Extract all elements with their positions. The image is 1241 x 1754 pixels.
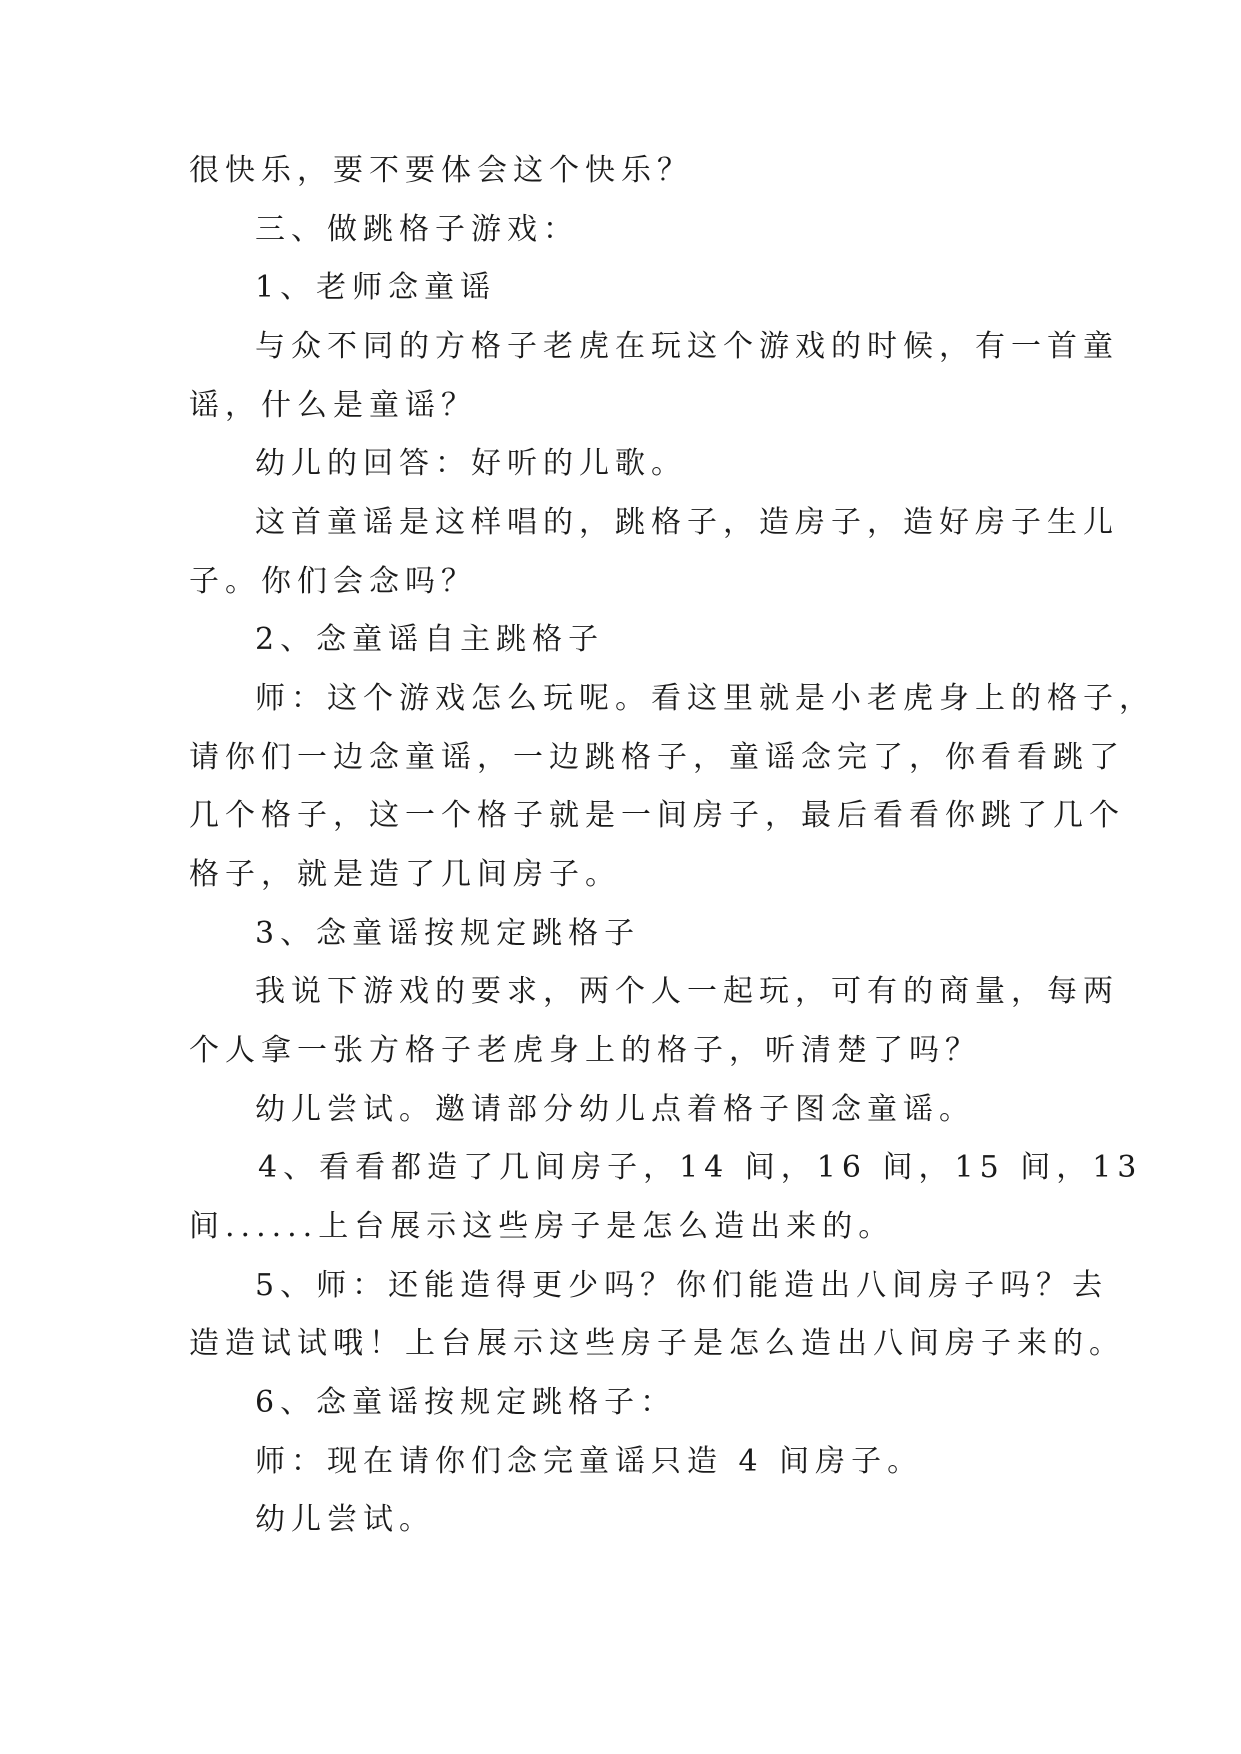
text-line: 请你们一边念童谣，一边跳格子，童谣念完了，你看看跳了 — [189, 740, 1125, 775]
step-heading: 2、念童谣自主跳格子 — [255, 622, 605, 657]
text-line: 与众不同的方格子老虎在玩这个游戏的时候，有一首童 — [255, 329, 1119, 364]
text-line: 几个格子，这一个格子就是一间房子，最后看看你跳了几个 — [189, 798, 1125, 833]
text-line: 造造试试哦！上台展示这些房子是怎么造出八间房子来的。 — [189, 1326, 1125, 1361]
text-line: 师：现在请你们念完童谣只造 4 间房子。 — [255, 1444, 924, 1479]
text-line: 子。你们会念吗？ — [189, 564, 477, 599]
step-heading: 4、看看都造了几间房子，14 间，16 间，15 间，13 — [258, 1150, 1143, 1185]
text-line: 幼儿的回答：好听的儿歌。 — [255, 446, 687, 481]
text-line: 幼儿尝试。 — [255, 1502, 435, 1537]
step-heading: 6、念童谣按规定跳格子： — [255, 1385, 677, 1420]
step-heading: 3、念童谣按规定跳格子 — [255, 916, 641, 951]
text-line: 间......上台展示这些房子是怎么造出来的。 — [189, 1209, 895, 1244]
text-line: 幼儿尝试。邀请部分幼儿点着格子图念童谣。 — [255, 1092, 975, 1127]
text-line: 很快乐，要不要体会这个快乐？ — [189, 153, 693, 188]
text-line: 我说下游戏的要求，两个人一起玩，可有的商量，每两 — [255, 974, 1119, 1009]
text-line: 这首童谣是这样唱的，跳格子，造房子，造好房子生儿 — [255, 505, 1119, 540]
step-heading: 5、师：还能造得更少吗？你们能造出八间房子吗？去 — [255, 1268, 1109, 1303]
section-heading: 三、做跳格子游戏： — [255, 212, 579, 247]
text-line: 个人拿一张方格子老虎身上的格子，听清楚了吗？ — [189, 1033, 981, 1068]
text-line: 格子，就是造了几间房子。 — [189, 857, 621, 892]
text-line: 师：这个游戏怎么玩呢。看这里就是小老虎身上的格子， — [255, 681, 1155, 716]
text-line: 谣，什么是童谣？ — [189, 388, 477, 423]
step-heading: 1、老师念童谣 — [255, 270, 497, 305]
